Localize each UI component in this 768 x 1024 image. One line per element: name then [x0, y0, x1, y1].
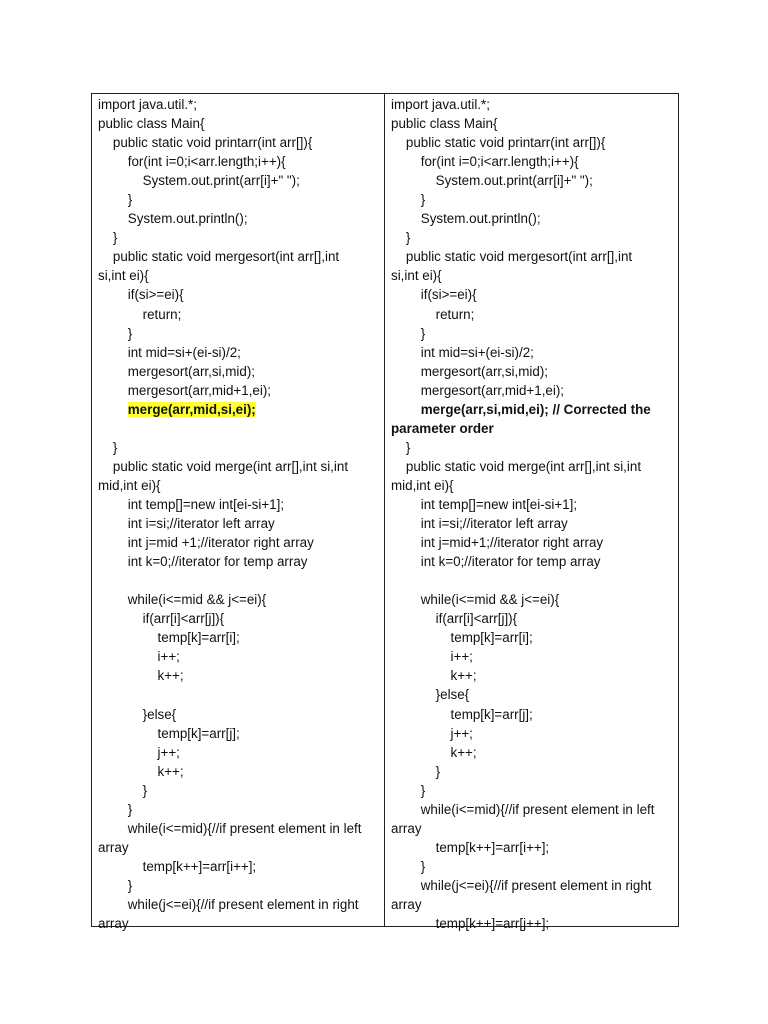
code-text: mergesort(arr,mid+1,ei); [391, 382, 565, 398]
code-text: return; [98, 306, 182, 322]
code-line [391, 438, 674, 457]
code-text: temp[k++]=arr[i++]; [98, 858, 257, 874]
code-text: } [98, 877, 133, 893]
code-text: array [98, 916, 129, 932]
code-text: System.out.print(arr[i]+" "); [391, 173, 593, 189]
code-text: if(arr[i]<arr[j]){ [391, 611, 518, 627]
code-line [98, 495, 380, 514]
code-line [98, 190, 380, 209]
code-text: System.out.print(arr[i]+" "); [98, 173, 300, 189]
code-line [391, 247, 674, 266]
code-line [98, 914, 380, 933]
code-line [98, 609, 380, 628]
code-line [98, 400, 380, 419]
code-text: mid,int ei){ [391, 477, 454, 493]
code-text: }else{ [98, 706, 177, 722]
code-line [98, 305, 380, 324]
code-line [98, 857, 380, 876]
code-line [391, 190, 674, 209]
code-line [98, 514, 380, 533]
corrected-code-column [385, 94, 678, 932]
code-line [98, 800, 380, 819]
code-text: public static void merge(int arr[],int si,int [98, 458, 349, 474]
code-text: } [391, 858, 426, 874]
code-text: k++; [98, 668, 184, 684]
code-line [391, 324, 674, 343]
code-line [98, 95, 380, 114]
code-line [98, 762, 380, 781]
code-text: i++; [98, 649, 180, 665]
code-text: while(j<=ei){//if present element in right [98, 896, 359, 912]
code-line [391, 800, 674, 819]
code-line [98, 457, 380, 476]
code-text: } [98, 325, 133, 341]
code-text: mid,int ei){ [98, 477, 161, 493]
code-line [391, 228, 674, 247]
code-line [98, 552, 380, 571]
code-text: import java.util.*; [391, 97, 490, 112]
code-text: temp[k++]=arr[i++]; [391, 839, 550, 855]
code-text: public static void printarr(int arr[]){ [391, 135, 606, 151]
code-line [391, 552, 674, 571]
code-text: si,int ei){ [391, 268, 442, 284]
code-line [391, 266, 674, 285]
code-text: parameter order [391, 420, 494, 436]
code-text: temp[k]=arr[j]; [98, 725, 240, 741]
code-line [98, 171, 380, 190]
code-text: } [98, 192, 133, 208]
code-line [98, 114, 380, 133]
code-text: public class Main{ [391, 116, 498, 132]
code-text: } [98, 782, 148, 798]
code-line [391, 152, 674, 171]
code-text: System.out.println(); [391, 211, 541, 227]
code-line [391, 381, 674, 400]
code-line [98, 895, 380, 914]
code-text: } [391, 763, 441, 779]
code-text: i++; [391, 649, 473, 665]
code-text: public static void mergesort(int arr[],int [98, 249, 340, 265]
code-text: while(i<=mid && j<=ei){ [391, 592, 560, 608]
code-text: if(si>=ei){ [98, 287, 184, 303]
code-line [98, 362, 380, 381]
code-line [98, 533, 380, 552]
corrected-code-block [391, 94, 674, 933]
code-line [391, 114, 674, 133]
code-text: merge(arr,si,mid,ei); // Corrected the [420, 401, 651, 417]
code-text: } [98, 801, 133, 817]
code-text: if(si>=ei){ [391, 287, 477, 303]
code-text: for(int i=0;i<arr.length;i++){ [98, 154, 286, 170]
code-text: j++; [98, 744, 180, 760]
code-text: k++; [391, 744, 477, 760]
code-line [98, 743, 380, 762]
code-text: int mid=si+(ei-si)/2; [98, 344, 241, 360]
code-line [98, 152, 380, 171]
code-line [391, 495, 674, 514]
code-text: } [391, 325, 426, 341]
code-line [391, 285, 674, 304]
code-line [391, 762, 674, 781]
code-text: int temp[]=new int[ei-si+1]; [391, 496, 578, 512]
code-line [391, 590, 674, 609]
code-text: k++; [391, 668, 477, 684]
code-line [98, 324, 380, 343]
code-line [391, 95, 674, 114]
code-line [391, 895, 674, 914]
code-text: array [391, 820, 422, 836]
code-text: public static void mergesort(int arr[],int [391, 249, 633, 265]
code-line [391, 724, 674, 743]
code-line [391, 705, 674, 724]
code-line [98, 647, 380, 666]
code-line [391, 609, 674, 628]
code-text: temp[k++]=arr[j++]; [391, 916, 550, 932]
code-text: int i=si;//iterator left array [98, 516, 275, 532]
code-line [391, 419, 674, 438]
code-line [98, 781, 380, 800]
code-line [98, 247, 380, 266]
code-line [391, 133, 674, 152]
code-text: }else{ [391, 687, 470, 703]
code-text: int k=0;//iterator for temp array [98, 554, 308, 570]
code-line [98, 571, 380, 590]
code-line [98, 705, 380, 724]
code-text: } [98, 439, 118, 455]
code-line [391, 343, 674, 362]
code-text: si,int ei){ [98, 268, 149, 284]
code-line [98, 876, 380, 895]
code-line [391, 914, 674, 933]
code-line [98, 419, 380, 438]
code-text: temp[k]=arr[i]; [391, 630, 533, 646]
code-text: while(i<=mid && j<=ei){ [98, 592, 267, 608]
code-line [391, 571, 674, 590]
code-text: mergesort(arr,si,mid); [98, 363, 255, 379]
code-line [391, 685, 674, 704]
code-text: public class Main{ [98, 116, 205, 132]
code-text: int temp[]=new int[ei-si+1]; [98, 496, 285, 512]
code-text: return; [391, 306, 475, 322]
code-line [98, 838, 380, 857]
code-line [391, 743, 674, 762]
code-text: int k=0;//iterator for temp array [391, 554, 601, 570]
code-line [391, 209, 674, 228]
code-line [98, 590, 380, 609]
code-line [391, 628, 674, 647]
code-text: j++; [391, 725, 473, 741]
code-line [98, 343, 380, 362]
code-line [98, 285, 380, 304]
code-line [391, 857, 674, 876]
code-text: if(arr[i]<arr[j]){ [98, 611, 225, 627]
code-text: mergesort(arr,mid+1,ei); [98, 382, 272, 398]
code-text: temp[k]=arr[i]; [98, 630, 240, 646]
code-line [98, 133, 380, 152]
code-text: k++; [98, 763, 184, 779]
code-line [391, 171, 674, 190]
code-text: mergesort(arr,si,mid); [391, 363, 548, 379]
code-line [98, 685, 380, 704]
code-line [391, 305, 674, 324]
code-line [391, 876, 674, 895]
original-code-column [92, 94, 385, 932]
code-line [391, 400, 674, 419]
code-text: public static void merge(int arr[],int si,int [391, 458, 642, 474]
code-line [391, 666, 674, 685]
code-line [391, 647, 674, 666]
code-line [98, 819, 380, 838]
code-text: import java.util.*; [98, 97, 197, 112]
code-line [391, 514, 674, 533]
code-line [391, 362, 674, 381]
code-line [98, 438, 380, 457]
code-text: public static void printarr(int arr[]){ [98, 135, 313, 151]
code-line [98, 266, 380, 285]
code-line [98, 724, 380, 743]
code-text: int mid=si+(ei-si)/2; [391, 344, 534, 360]
highlighted-code: merge(arr,mid,si,ei); [127, 401, 256, 417]
code-line [391, 533, 674, 552]
code-text: int j=mid+1;//iterator right array [391, 535, 604, 551]
code-text: while(i<=mid){//if present element in left [98, 820, 362, 836]
code-line [98, 666, 380, 685]
code-text: array [98, 839, 129, 855]
code-text: System.out.println(); [98, 211, 248, 227]
code-line [391, 476, 674, 495]
code-line [98, 476, 380, 495]
code-line [391, 819, 674, 838]
code-line [391, 781, 674, 800]
code-text: } [391, 439, 411, 455]
original-code-block [98, 94, 380, 933]
code-text: } [98, 230, 118, 246]
code-text: } [391, 782, 426, 798]
code-text: while(i<=mid){//if present element in left [391, 801, 655, 817]
code-text: int i=si;//iterator left array [391, 516, 568, 532]
code-text: } [391, 192, 426, 208]
code-text: int j=mid +1;//iterator right array [98, 535, 314, 551]
code-line [391, 838, 674, 857]
code-line [391, 457, 674, 476]
code-indent [391, 402, 421, 417]
code-text: while(j<=ei){//if present element in right [391, 877, 652, 893]
code-line [98, 228, 380, 247]
code-text: array [391, 896, 422, 912]
code-text: temp[k]=arr[j]; [391, 706, 533, 722]
code-indent [98, 402, 128, 417]
code-comparison-table [91, 93, 679, 932]
code-line [98, 628, 380, 647]
code-text: for(int i=0;i<arr.length;i++){ [391, 154, 579, 170]
code-text: } [391, 230, 411, 246]
code-line [98, 209, 380, 228]
code-line [98, 381, 380, 400]
